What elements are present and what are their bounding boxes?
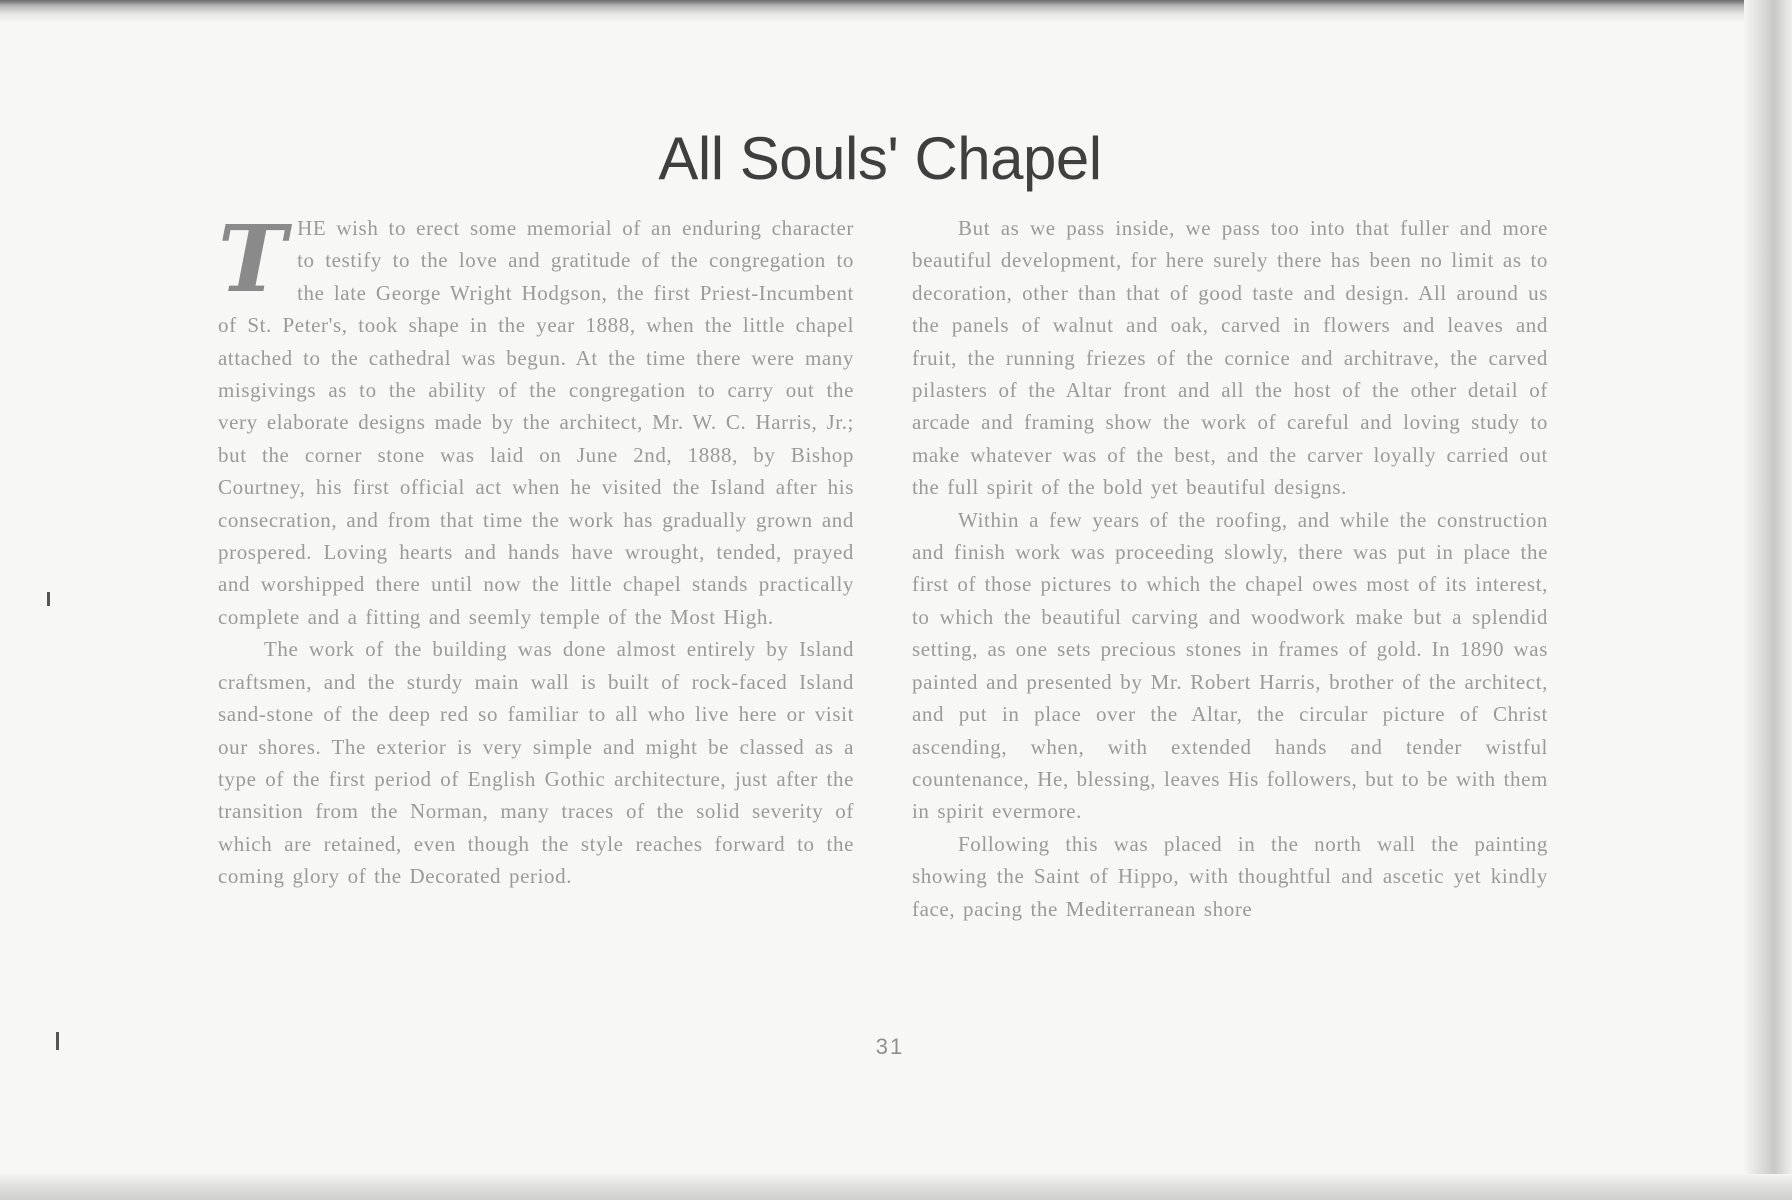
paragraph: Following this was placed in the north wall the painting showing the Saint of Hippo, with thoughtful and ascetic yet kindly face, pacing the Mediterranean shore — [912, 831, 1548, 921]
page-bottom-edge — [0, 1174, 1792, 1200]
dropcap: T — [218, 205, 288, 313]
right-column — [912, 212, 1548, 925]
page-top-edge — [0, 0, 1792, 22]
paragraph-text: HE wish to erect some memorial of an enduring character to testify to the love and gratitude of the congregation to the late George Wright Hodgson, the first Priest-Incumbent of St. Peter's, took shape in the year 1888, when the little chapel attached to the cathedral was begun. At the time there were many misgivings as to the ability of the congregation to carry out the very elaborate designs made by the architect, Mr. W. C. Harris, Jr.; but the corner stone was laid on June 2nd, 1888, by Bishop Courtney, his first official act when he visited the Island after his consecration, and from that time the work has gradually grown and prospered. Loving hearts and hands have wrought, tended, prayed and worshipped there until now the little chapel stands practically complete and a fitting and seemly temple of the Most High. — [218, 216, 854, 629]
binding-mark — [56, 1032, 59, 1050]
page-number: 31 — [875, 1034, 905, 1059]
left-column — [218, 205, 854, 893]
paragraph: Within a few years of the roofing, and while the construction and finish work was proceeding slowly, there was put in place the first of those pictures to which the chapel owes most of its interest, to which the beautiful carving and woodwork make but a splendid setting, as one sets precious stones in frames of gold. In 1890 was painted and presented by Mr. Robert Harris, brother of the architect, and put in place over the Altar, the circular picture of Christ ascending, when, with extended hands and tender wistful countenance, He, blessing, leaves His followers, but to be with them in spirit evermore. — [912, 507, 1548, 824]
page-title: All Souls' Chapel — [658, 125, 1102, 192]
paragraph: But as we pass inside, we pass too into that fuller and more beautiful development, for here surely there has been no limit as to decoration, other than that of good taste and design. All around us the panels of walnut and oak, carved in flowers and leaves and fruit, the running friezes of the cornice and architrave, the carved pilasters of the Altar front and all the host of the other detail of arcade and framing show the work of careful and loving study to make whatever was of the best, and the carver loyally carried out the full spirit of the bold yet beautiful designs. — [912, 216, 1548, 500]
paragraph: The work of the building was done almost entirely by Island craftsmen, and the sturdy main wall is built of rock-faced Island sand-stone of the deep red so familiar to all who live here or visit our shores. The exterior is very simple and might be classed as a type of the first period of English Gothic architecture, just after the transition from the Norman, many traces of the solid severity of which are retained, even though the style reaches forward to the coming glory of the Decorated period. — [218, 637, 854, 889]
binding-mark — [47, 592, 50, 606]
paragraph — [218, 205, 854, 633]
